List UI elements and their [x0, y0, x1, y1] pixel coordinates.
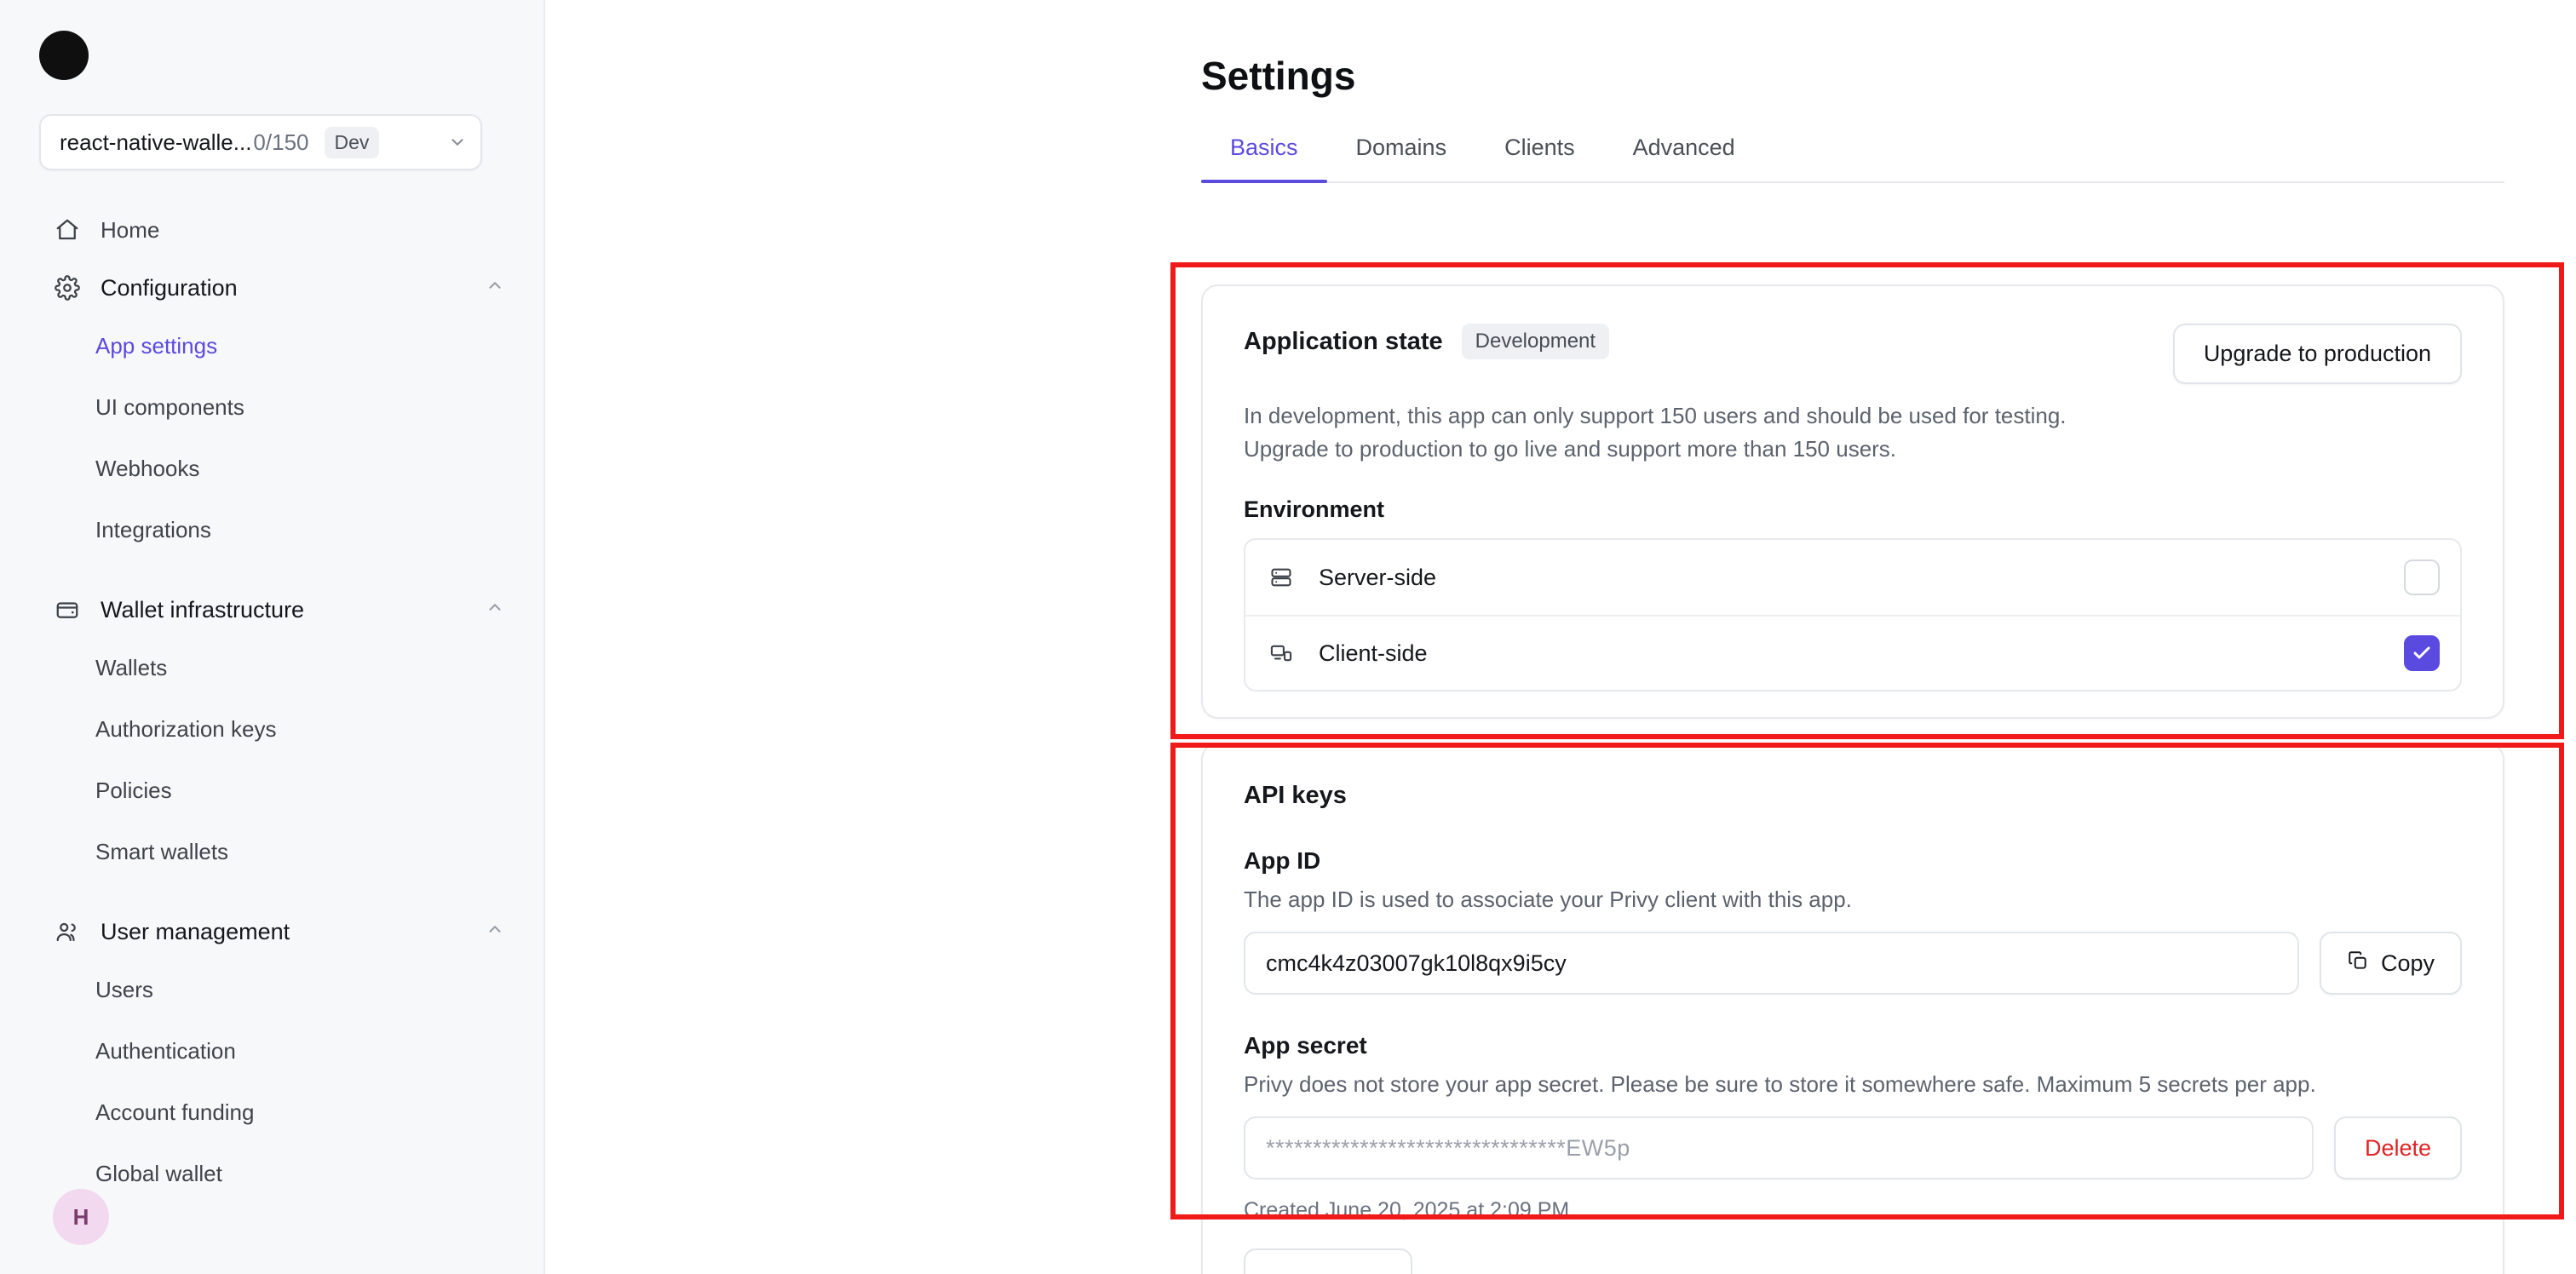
sidebar-item-home-label: Home [101, 216, 160, 243]
application-state-description: In development, this app can only support 150 users and should be used for testing. Upgrade to production to go live and support more than 150 users. [1244, 403, 2067, 462]
page-title: Settings [1201, 54, 1356, 98]
sidebar-item-authentication-label: Authentication [95, 1037, 236, 1064]
settings-tabs [1201, 135, 2504, 183]
sidebar-nav [0, 199, 543, 1204]
sidebar-item-authorization-keys[interactable] [0, 698, 543, 760]
app-id-input[interactable]: cmc4k4z03007gk10l8qx9i5cy [1244, 932, 2299, 995]
tab-advanced[interactable] [1604, 135, 1764, 181]
device-icon [1269, 641, 1302, 665]
environment-list [1244, 538, 2462, 692]
app-secret-row [1244, 1116, 2462, 1179]
avatar-initial: H [72, 1203, 89, 1230]
app-id-row [1244, 932, 2462, 995]
application-state-card [1201, 284, 2504, 719]
sidebar-item-ui-components-label: UI components [95, 393, 244, 420]
app-secret-input[interactable]: ********************************EW5p [1244, 1116, 2314, 1179]
sidebar-item-wallets[interactable] [0, 637, 543, 698]
environment-label: Environment [1244, 496, 1385, 522]
sidebar-item-account-funding[interactable] [0, 1082, 543, 1143]
environment-row-client-side[interactable] [1245, 615, 2460, 690]
app-secret-description: Privy does not store your app secret. Please be sure to store it somewhere safe. Maximum 5 secrets per app. [1244, 1071, 2316, 1097]
gear-icon [53, 275, 82, 301]
sidebar-item-policies[interactable] [0, 760, 543, 821]
tab-basics-label: Basics [1230, 135, 1298, 160]
server-icon [1269, 565, 1302, 589]
app-secret-label: App secret [1244, 1032, 1367, 1059]
users-icon [53, 919, 82, 944]
sidebar-item-users[interactable] [0, 959, 543, 1020]
sidebar-item-app-settings[interactable] [0, 315, 543, 376]
application-state-title: Application state [1244, 327, 1443, 355]
chevron-down-icon [448, 133, 467, 152]
sidebar-item-authorization-keys-label: Authorization keys [95, 715, 277, 742]
sidebar-item-integrations[interactable] [0, 499, 543, 560]
privy-logo-icon[interactable] [39, 31, 89, 80]
chevron-up-icon [486, 276, 504, 300]
copy-app-id-label: Copy [2380, 950, 2435, 976]
sidebar-item-integrations-label: Integrations [95, 516, 211, 542]
sidebar-item-webhooks[interactable] [0, 438, 543, 499]
environment-row-server-side-label: Server-side [1319, 564, 1437, 590]
sidebar-item-ui-components[interactable] [0, 376, 543, 438]
api-keys-card [1201, 743, 2504, 1274]
sidebar-item-users-label: Users [95, 976, 153, 1002]
environment-row-client-side-label: Client-side [1319, 640, 1428, 666]
application-state-header [1244, 324, 2462, 384]
home-icon [53, 217, 82, 243]
copy-icon [2347, 950, 2369, 978]
server-side-checkbox[interactable] [2404, 560, 2440, 595]
status-badge: Development [1462, 324, 1609, 359]
sidebar-item-account-funding-label: Account funding [95, 1099, 255, 1125]
app-id-description: The app ID is used to associate your Privy client with this app. [1244, 887, 1852, 912]
app-switcher-env-badge: Dev [325, 127, 380, 158]
sidebar-item-home[interactable] [0, 199, 543, 261]
sidebar-item-global-wallet-label: Global wallet [95, 1160, 222, 1186]
sidebar-item-smart-wallets-label: Smart wallets [95, 838, 229, 864]
sidebar-item-webhooks-label: Webhooks [95, 455, 200, 481]
app-switcher-count: 0/150 [253, 129, 309, 155]
chevron-up-icon [486, 598, 504, 622]
delete-app-secret-button[interactable]: Delete [2334, 1116, 2462, 1179]
nav-spacer-1 [0, 560, 543, 582]
sidebar-item-wallets-label: Wallets [95, 654, 168, 680]
tab-advanced-label: Advanced [1632, 135, 1735, 160]
logo-container [0, 0, 543, 80]
copy-app-id-button[interactable] [2320, 932, 2462, 995]
chevron-up-icon [486, 920, 504, 944]
app-id-label: App ID [1244, 847, 1321, 874]
sidebar [0, 0, 545, 1274]
tab-domains-label: Domains [1355, 135, 1447, 160]
sidebar-item-policies-label: Policies [95, 777, 172, 803]
upgrade-to-production-button[interactable]: Upgrade to production [2173, 324, 2462, 384]
sidebar-item-app-settings-label: App settings [95, 332, 218, 359]
tab-clients[interactable] [1475, 135, 1604, 181]
sidebar-group-user-management[interactable] [0, 904, 543, 959]
app-switcher[interactable] [39, 114, 482, 170]
sidebar-group-configuration[interactable] [0, 261, 543, 315]
sidebar-item-smart-wallets[interactable] [0, 821, 543, 882]
client-side-checkbox[interactable] [2404, 635, 2440, 671]
wallet-icon [53, 597, 82, 623]
sidebar-group-wallet-infrastructure-label: Wallet infrastructure [101, 596, 305, 623]
avatar[interactable] [53, 1189, 109, 1245]
app-switcher-name: react-native-walle... [60, 129, 252, 155]
sidebar-group-wallet-infrastructure[interactable] [0, 582, 543, 637]
api-keys-title: API keys [1244, 782, 1347, 809]
main-content [545, 0, 2576, 1274]
environment-row-server-side[interactable] [1245, 540, 2460, 615]
sidebar-item-authentication[interactable] [0, 1020, 543, 1082]
nav-spacer-2 [0, 882, 543, 904]
app-secret-created-text: Created June 20, 2025 at 2:09 PM [1244, 1198, 1570, 1222]
sidebar-group-user-management-label: User management [101, 918, 290, 944]
sidebar-group-configuration-label: Configuration [101, 274, 238, 301]
tab-clients-label: Clients [1504, 135, 1575, 160]
new-secret-button[interactable] [1244, 1248, 1412, 1274]
tab-domains[interactable] [1327, 135, 1476, 181]
tab-basics[interactable] [1201, 135, 1327, 181]
